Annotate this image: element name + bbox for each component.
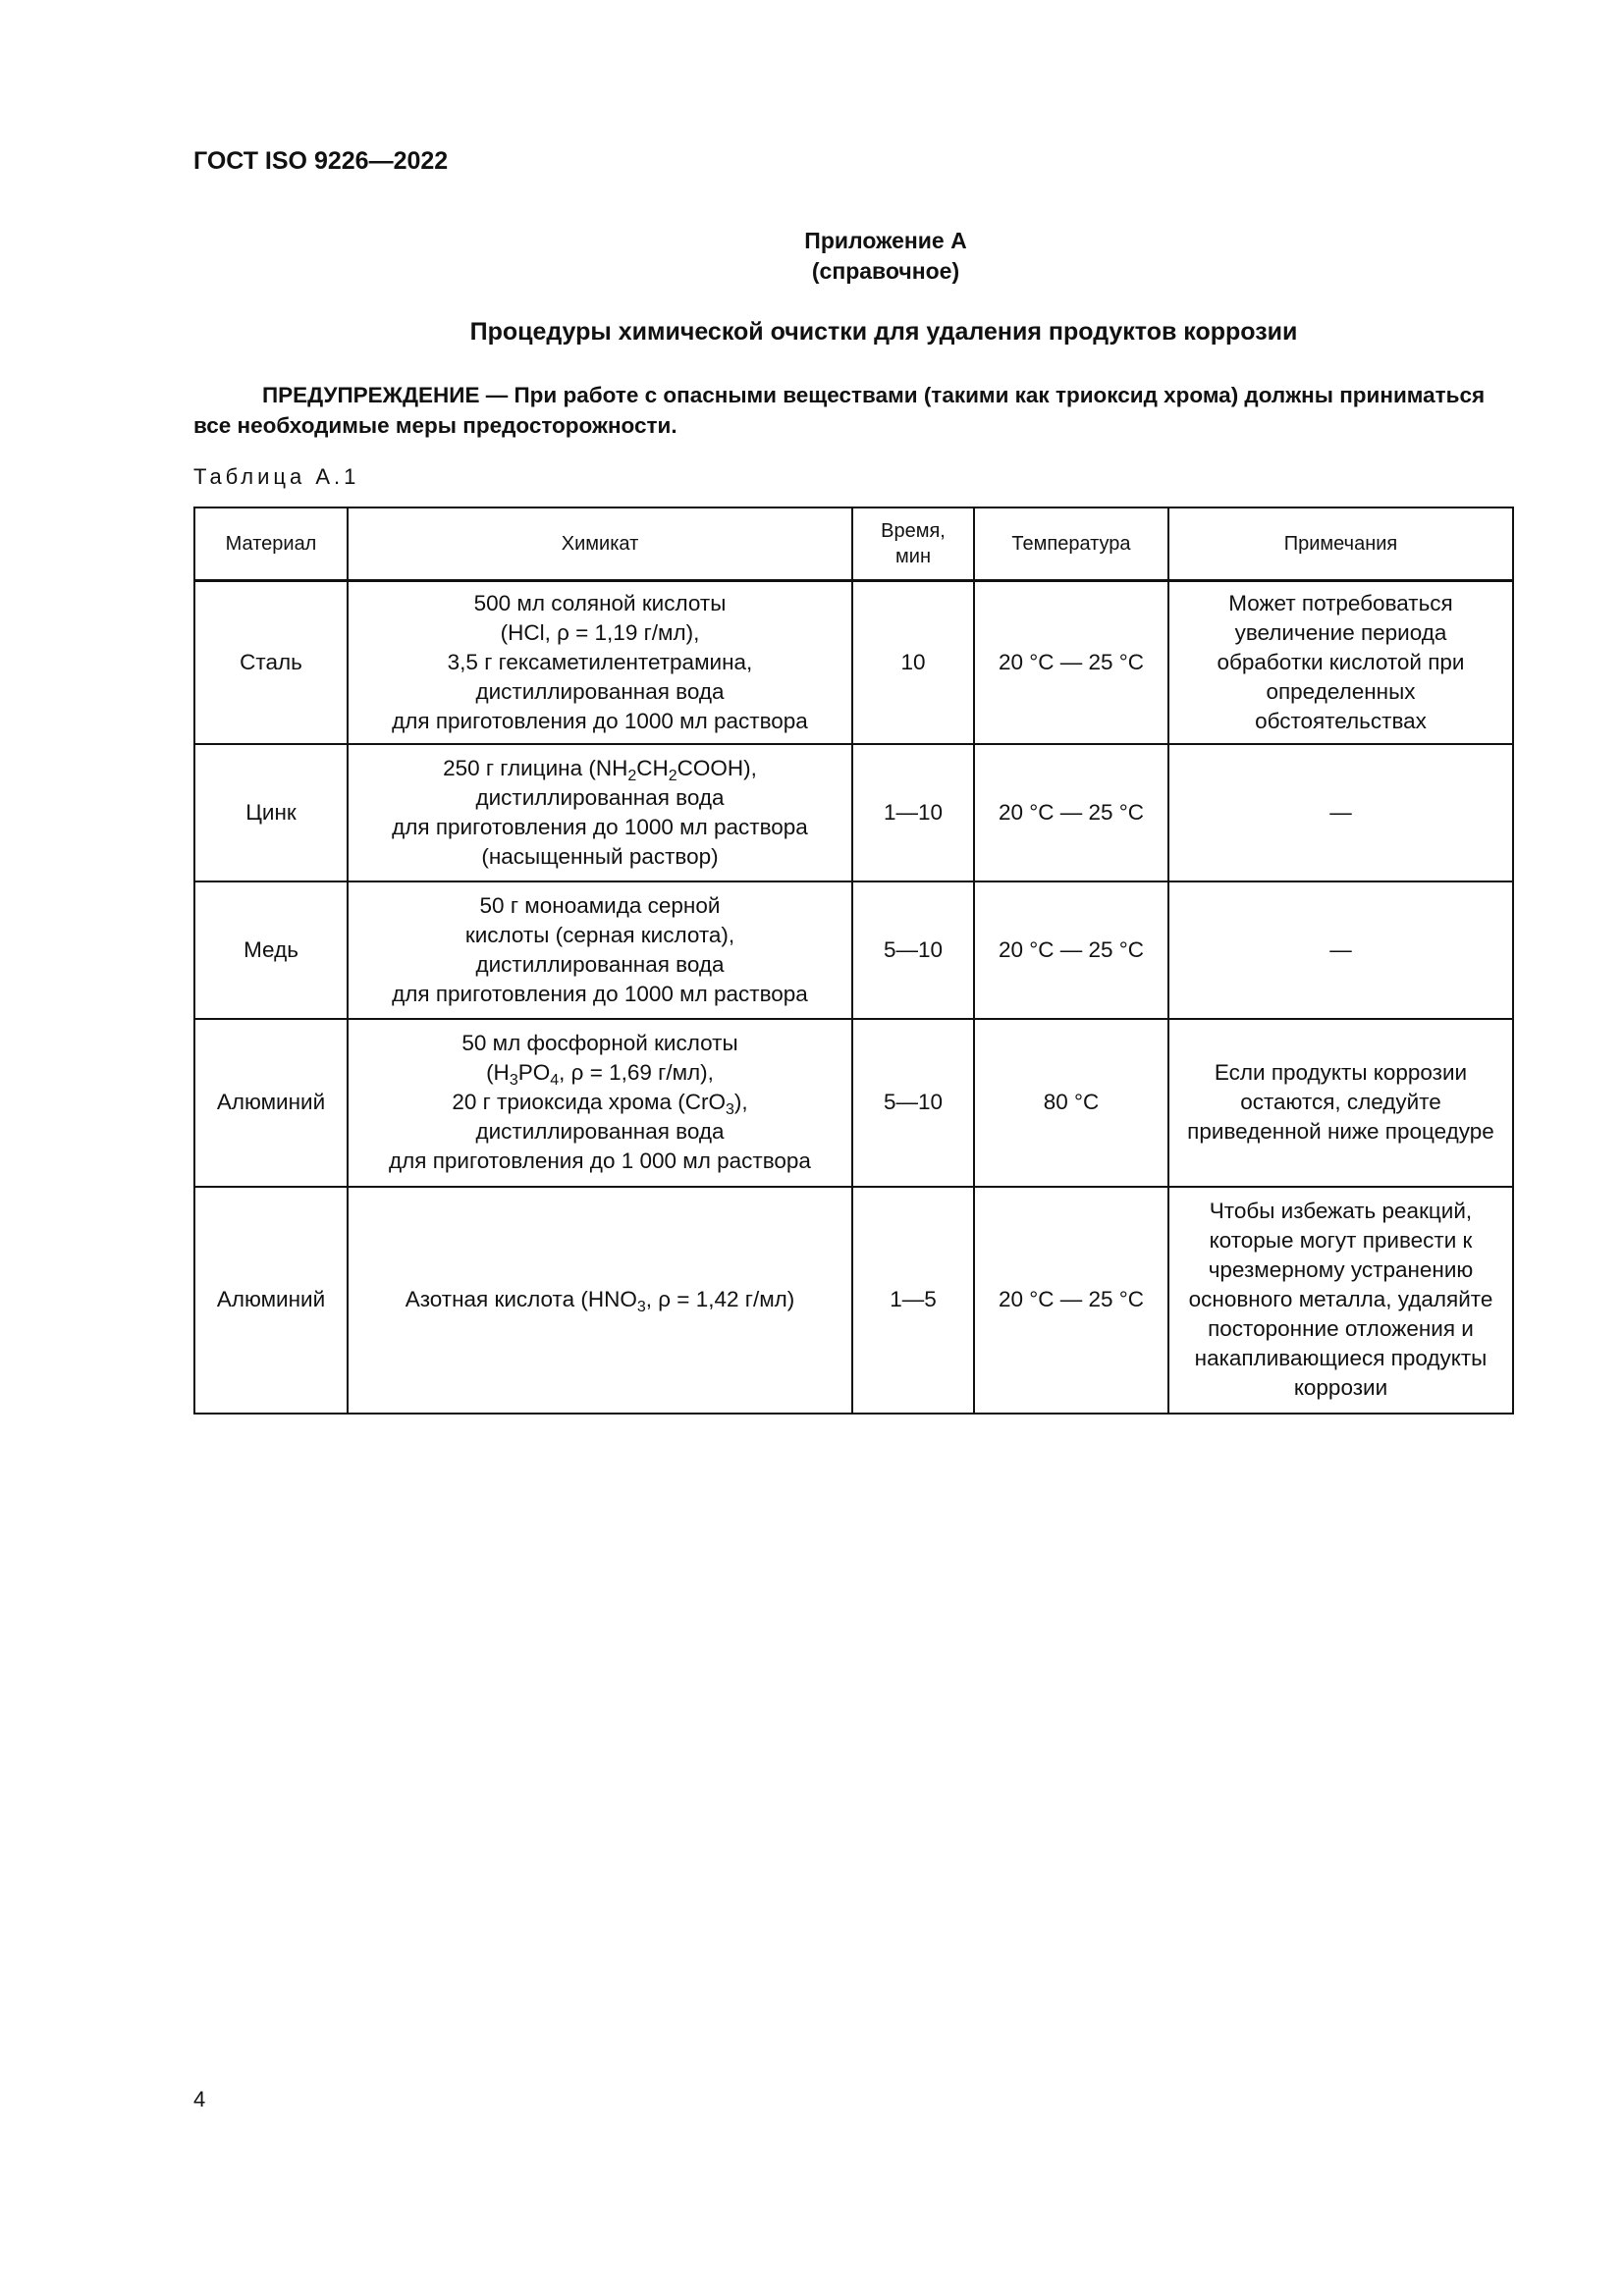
chemical-line: для приготовления до 1000 мл раствора bbox=[392, 981, 808, 1006]
chemical-line: Азотная кислота ($HNO_3$, ρ = 1,42 г/мл) bbox=[405, 1287, 795, 1315]
cell-temperature: 20 °C — 25 °C bbox=[974, 744, 1168, 881]
chemical-line: 3,5 г гексаметилентетрамина, bbox=[447, 649, 753, 674]
cell-material: Алюминий bbox=[194, 1187, 348, 1414]
chemical-line: 50 мл фосфорной кислоты bbox=[461, 1031, 738, 1055]
chemical-line: 500 мл соляной кислоты bbox=[473, 590, 727, 615]
cell-chemical bbox=[348, 581, 852, 744]
chemical-line: (HCl, ρ = 1,19 г/мл), bbox=[500, 619, 700, 645]
cell-notes: — bbox=[1168, 744, 1513, 881]
cell-temperature: 80 °C bbox=[974, 1019, 1168, 1187]
chemical-line: для приготовления до 1 000 мл раствора bbox=[389, 1148, 811, 1173]
cell-time: 5—10 bbox=[852, 881, 974, 1019]
chemical-line: 20 г триоксида хрома (CrO$_3$), bbox=[452, 1090, 748, 1118]
cell-time: 10 bbox=[852, 581, 974, 744]
chemical-line: дистиллированная вода bbox=[475, 1119, 725, 1144]
cell-material: Алюминий bbox=[194, 1019, 348, 1187]
cell-notes: Если продукты коррозии остаются, следуйте приведенной ниже процедуре bbox=[1168, 1019, 1513, 1187]
chemical-line: дистиллированная вода bbox=[475, 784, 725, 810]
cell-temperature: 20 °C — 25 °C bbox=[974, 581, 1168, 744]
cell-chemical bbox=[348, 1019, 852, 1187]
cell-chemical bbox=[348, 1187, 852, 1414]
cell-time: 1—5 bbox=[852, 1187, 974, 1414]
cell-material: Цинк bbox=[194, 744, 348, 881]
chemical-line: для приготовления до 1000 мл раствора bbox=[392, 814, 808, 839]
chemical-line: 50 г моноамида серной bbox=[479, 892, 721, 918]
chemical-line: дистиллированная вода bbox=[475, 951, 725, 977]
table-row bbox=[194, 744, 1513, 881]
cell-chemical bbox=[348, 881, 852, 1019]
chemical-line: для приготовления до 1000 мл раствора bbox=[392, 708, 808, 733]
table-header-row bbox=[194, 507, 1513, 581]
chemical-line: (насыщенный раствор) bbox=[481, 843, 719, 869]
header-chemical: Химикат bbox=[348, 507, 852, 581]
section-title: Процедуры химической очистки для удаления продуктов коррозии bbox=[469, 318, 1298, 346]
document-header: ГОСТ ISO 9226—2022 bbox=[193, 147, 449, 175]
chemical-line: дистиллированная вода bbox=[475, 678, 725, 704]
cell-material: Сталь bbox=[194, 581, 348, 744]
table-row bbox=[194, 1187, 1513, 1414]
chemical-line: 250 г глицина $(NH_2CH_2COOH)$, bbox=[443, 755, 757, 784]
cell-notes: Может потребоваться увеличение периода обработки кислотой при определенных обстоятельствах bbox=[1168, 581, 1513, 744]
table-row bbox=[194, 1019, 1513, 1187]
table-row bbox=[194, 881, 1513, 1019]
cell-temperature: 20 °C — 25 °C bbox=[974, 881, 1168, 1019]
appendix-title: Приложение А bbox=[804, 228, 967, 253]
cell-notes: — bbox=[1168, 881, 1513, 1019]
table-row bbox=[194, 581, 1513, 744]
header-time: Время, мин bbox=[852, 507, 974, 581]
cell-material: Медь bbox=[194, 881, 348, 1019]
header-notes: Примечания bbox=[1168, 507, 1513, 581]
cell-notes: Чтобы избежать реакций, которые могут привести к чрезмерному устранению основного металла, удаляйте посторонние отложения и накапливающиеся продукты коррозии bbox=[1168, 1187, 1513, 1414]
header-material: Материал bbox=[194, 507, 348, 581]
chemical-line: ($H_3PO_4$, ρ = 1,69 г/мл), bbox=[486, 1060, 714, 1089]
appendix-heading bbox=[0, 226, 1624, 287]
cell-time: 5—10 bbox=[852, 1019, 974, 1187]
appendix-subtitle: (справочное) bbox=[811, 258, 960, 284]
chemical-line: кислоты (серная кислота), bbox=[464, 922, 735, 947]
header-temperature: Температура bbox=[974, 507, 1168, 581]
cell-chemical bbox=[348, 744, 852, 881]
table-caption: Таблица А.1 bbox=[193, 464, 360, 489]
cell-temperature: 20 °C — 25 °C bbox=[974, 1187, 1168, 1414]
chemical-cleaning-table bbox=[193, 507, 1514, 1415]
cell-time: 1—10 bbox=[852, 744, 974, 881]
page-number: 4 bbox=[193, 2087, 206, 2111]
warning-paragraph: ПРЕДУПРЕЖДЕНИЕ — При работе с опасными веществами (такими как триоксид хрома) должны приниматься все необходимые меры предосторожности. bbox=[193, 383, 1486, 438]
